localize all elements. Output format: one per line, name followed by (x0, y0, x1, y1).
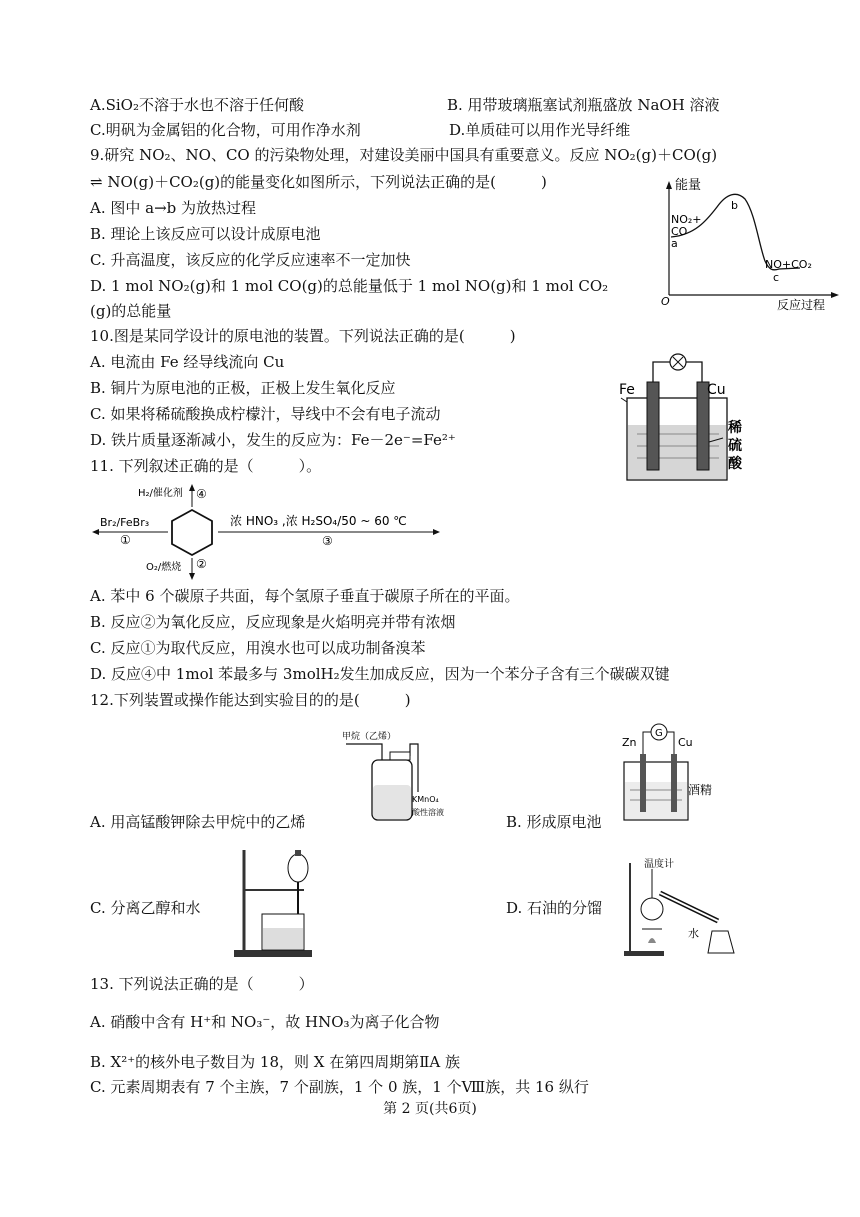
acid-label-1: 稀 (728, 420, 742, 436)
q12-option-c: C. 分离乙醇和水 (90, 899, 201, 917)
q13-option-b: B. X²⁺的核外电子数目为 18，则 X 在第四周期第ⅡA 族 (90, 1053, 461, 1071)
q10-option-b: B. 铜片为原电池的正极，正极上发生氧化反应 (90, 379, 396, 397)
q8-option-a: A.SiO₂不溶于水也不溶于任何酸 (90, 96, 304, 114)
energy-diagram (655, 175, 840, 315)
galvanic-cell-figure (615, 340, 765, 485)
q9-option-d-line2: (g)的总能量 (90, 302, 172, 320)
q12-option-d: D. 石油的分馏 (506, 899, 603, 917)
step-1-label: ① (120, 533, 131, 547)
reaction-axis-label: 反应过程 (777, 298, 826, 312)
fe-label: Fe (619, 382, 635, 398)
q10-option-a: A. 电流由 Fe 经导线流向 Cu (90, 353, 285, 371)
reagent-2: O₂/燃烧 (146, 562, 182, 573)
water-label: 水 (688, 927, 699, 940)
alcohol-cell-figure (620, 722, 720, 822)
bottle-stopper (390, 752, 410, 760)
reagent-3: 浓 HNO₃ ,浓 H₂SO₄/50 ~ 60 ℃ (230, 514, 407, 528)
q11-option-b: B. 反应②为氧化反应，反应现象是火焰明亮并带有浓烟 (90, 613, 456, 631)
q10-option-d: D. 铁片质量逐渐减小，发生的反应为：Fe－2e⁻=Fe²⁺ (90, 431, 456, 449)
zn-label: Zn (622, 736, 637, 749)
q8-option-c: C.明矾为金属铝的化合物，可用作净水剂 (90, 121, 361, 139)
point-c-label: c (773, 271, 780, 284)
separatory-funnel-figure (232, 848, 322, 960)
q9-option-c: C. 升高温度，该反应的化学反应速率不一定加快 (90, 251, 411, 269)
acid-liquid (628, 425, 726, 479)
point-b-label: b (731, 199, 738, 212)
q13-option-c: C. 元素周期表有 7 个主族，7 个副族，1 个 0 族，1 个Ⅷ族，共 16 纵行 (90, 1078, 589, 1096)
q11-stem: 11. 下列叙述正确的是（ ）。 (90, 457, 322, 475)
galvanometer-label: G (655, 728, 663, 739)
cu-electrode-b (671, 754, 677, 812)
iron-stand-base (234, 950, 312, 957)
kmno4-label: KMnO₄ (412, 795, 439, 804)
q13-option-a: A. 硝酸中含有 H⁺和 NO₃⁻，故 HNO₃为离子化合物 (90, 1013, 440, 1031)
q12-stem: 12.下列装置或操作能达到实验目的的是( ) (90, 691, 411, 709)
q9-option-b: B. 理论上该反应可以设计成原电池 (90, 225, 321, 243)
thermometer-label: 温度计 (644, 859, 674, 870)
page-footer: 第 2 页(共6页) (383, 1101, 477, 1117)
origin-label: O (661, 295, 670, 308)
gas-label: 甲烷（乙烯） (342, 732, 397, 742)
acid-label-2: 硫 (728, 438, 742, 454)
energy-axis-label: 能量 (675, 178, 702, 193)
q11-option-a: A. 苯中 6 个碳原子共面，每个氢原子垂直于碳原子所在的平面。 (90, 587, 520, 605)
q9-option-d-line1: D. 1 mol NO₂(g)和 1 mol CO(g)的总能量低于 1 mol NO(g)和 1 mol CO₂ (90, 277, 609, 295)
alcohol-label: 酒精 (688, 783, 713, 797)
cu-label-b: Cu (678, 736, 693, 749)
benzene-ring (172, 510, 212, 555)
distilling-flask (641, 898, 663, 920)
step-3-label: ③ (322, 534, 333, 548)
benzene-reaction-scheme (90, 482, 450, 582)
acid-solution-label: 酸性溶液 (412, 808, 444, 817)
q10-stem: 10.图是某同学设计的原电池的装置。下列说法正确的是( ) (90, 327, 516, 345)
q11-option-c: C. 反应①为取代反应，用溴水也可以成功制备溴苯 (90, 639, 426, 657)
step-2-label: ② (196, 557, 207, 571)
cu-label: Cu (707, 382, 726, 398)
acid-label-3: 酸 (728, 456, 742, 472)
q8-option-d: D.单质硅可以用作光导纤维 (449, 121, 631, 139)
q11-option-d: D. 反应④中 1mol 苯最多与 3molH₂发生加成反应，因为一个苯分子含有三个碳碳双键 (90, 665, 670, 683)
distillation-figure (622, 857, 740, 957)
fe-electrode (647, 382, 659, 470)
q12-option-a: A. 用高锰酸钾除去甲烷中的乙烯 (90, 813, 306, 831)
q9-stem-line2: ⇌ NO(g)＋CO₂(g)的能量变化如图所示，下列说法正确的是( ) (90, 173, 547, 191)
receiving-flask (708, 931, 734, 953)
products-label: NO+CO₂ (765, 258, 812, 271)
q9-stem-line1: 9.研究 NO₂、NO、CO 的污染物处理，对建设美丽中国具有重要意义。反应 NO₂(g)＋CO(g) (90, 146, 718, 164)
point-a-label: a (671, 237, 678, 250)
zn-electrode (640, 754, 646, 812)
q13-stem: 13. 下列说法正确的是（ ） (90, 975, 314, 993)
reactants-label-2: CO (671, 225, 688, 238)
reagent-1: Br₂/FeBr₃ (100, 516, 150, 529)
q12-option-b: B. 形成原电池 (506, 813, 602, 831)
step-4-label: ④ (196, 487, 207, 501)
q9-option-a: A. 图中 a→b 为放热过程 (90, 199, 257, 217)
burner-flame (648, 938, 656, 943)
gas-washing-bottle-figure (340, 730, 480, 825)
reactants-label-1: NO₂+ (671, 213, 702, 226)
funnel-bulb (288, 854, 308, 882)
q10-option-c: C. 如果将稀硫酸换成柠檬汁，导线中不会有电子流动 (90, 405, 441, 423)
q8-option-b: B. 用带玻璃瓶塞试剂瓶盛放 NaOH 溶液 (447, 96, 720, 114)
reagent-4: H₂/催化剂 (138, 488, 183, 499)
